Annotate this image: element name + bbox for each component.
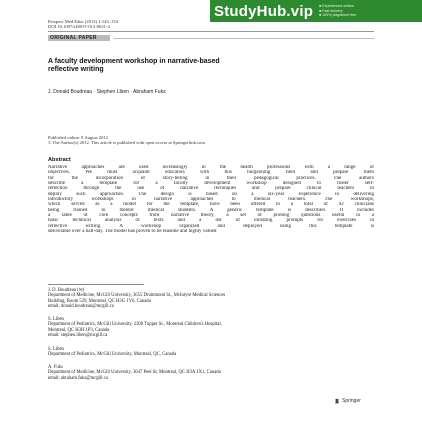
affiliation-email[interactable]: email: donald.boudreau@mcgill.ca xyxy=(48,304,114,310)
watermark-bullet: ■ Experienced writers xyxy=(319,4,356,9)
abstract-line: deliverable over a half-day. The model has proven to be feasible and highly valued xyxy=(48,229,217,235)
publication-info xyxy=(48,135,205,146)
affiliation-fuks xyxy=(48,365,374,381)
abstract-line: introductory workshops in narrative approaches to medical teachers. The workshops, xyxy=(48,197,374,203)
affiliation-line: Montreal, QC H3H 1P3, Canada xyxy=(48,327,110,333)
publisher-name: Springer xyxy=(342,398,361,404)
abstract-line: describe a template for a faculty development workshop designed to foster self- xyxy=(48,181,374,187)
abstract-line: Narrative approaches are used increasingly in the health professions with a range of xyxy=(48,165,374,170)
affiliation-liben-2 xyxy=(48,347,374,358)
journal-doi[interactable]: DOI 10.1007/s40037-012-0021-4 xyxy=(48,24,110,30)
abstract-line: which served as a model for the template, have been offered to a total of 92 clinicians xyxy=(48,202,374,208)
affiliation-line: Building, Room 529, Montreal, QC H3G 1Y6, Canada xyxy=(48,298,151,304)
journal-citation xyxy=(48,19,118,30)
license-note[interactable]: © The Author(s) 2012. This article is published with open access at Springerlink.com xyxy=(48,140,205,146)
abstract-heading: Abstract xyxy=(48,157,71,163)
header-rule xyxy=(48,31,374,32)
affiliation-author: S. Liben xyxy=(48,347,64,352)
paper-authors: J. Donald Boudreau · Stephen Liben · Abraham Fuks xyxy=(48,89,166,95)
published-date: Published online: 8 August 2012 xyxy=(48,135,108,140)
publisher-logo xyxy=(334,398,361,404)
affiliation-liben xyxy=(48,317,374,339)
abstract-line: being trained to mentor medical students. A generic template is described. It includes xyxy=(48,207,374,213)
watermark-banner[interactable] xyxy=(210,0,422,22)
watermark-bullets xyxy=(319,4,356,18)
title-line: reflective writing xyxy=(48,66,104,73)
affiliation-line: Department of Medicine, McGill University, 3655 Drummond St., McIntyre Medical Sciences xyxy=(48,293,226,299)
watermark-bullet: ■ 100% plagiarism free xyxy=(319,13,356,18)
abstract-line: basic technical analysis of texts and a list of initiating prompts for exercises in xyxy=(48,218,374,224)
footnote-rule xyxy=(48,284,144,285)
affiliation-boudreau xyxy=(48,288,374,310)
abstract-line: reflective writing. A workshop organized and deployed using this template is xyxy=(48,223,374,229)
springer-horse-icon xyxy=(334,398,340,404)
title-line: A faculty development workshop in narrative-based xyxy=(48,58,220,65)
affiliation-author: J. D. Boudreau (✉) xyxy=(48,288,85,293)
affiliation-line: Department of Medicine, McGill University, 3647 Peel St, Montreal, QC H3A 1X1, Canada xyxy=(48,370,221,376)
abstract-line: for the incorporation of story-telling in their pedagogical practices. The authors xyxy=(48,175,374,181)
affiliation-author: S. Liben xyxy=(48,317,64,322)
abstract-body xyxy=(48,165,374,234)
affiliation-line: Department of Pediatrics, McGill University, 2300 Tupper St., Montreal Children's Hospital, xyxy=(48,322,222,328)
section-tag-rule xyxy=(114,38,374,39)
affiliation-line: Department of Pediatrics, McGill University, Montreal, QC, Canada xyxy=(48,352,177,358)
journal-ref: Perspect Med Educ (2012) 1:143–154 xyxy=(48,19,118,24)
watermark-logo: StudyHub.vip xyxy=(214,2,314,20)
paper-title xyxy=(48,58,338,74)
affiliation-author: A. Fuks xyxy=(48,365,63,370)
abstract-line: objectives. We must acquaint educators with this burgeoning field and prepare them xyxy=(48,170,374,176)
abstract-line: reflection through the use of narrative techniques and prepare clinical teachers to xyxy=(48,186,374,192)
affiliation-email[interactable]: email: stephen.liben@mcgill.ca xyxy=(48,333,108,339)
affiliation-email[interactable]: email: abraham.fuks@mcgill.ca xyxy=(48,375,108,381)
abstract-line: a table of core concepts from narrative theory, a set of probing questions useful in a xyxy=(48,213,374,219)
abstract-line: deploy such approaches. The design is based on a six-year experience in delivering xyxy=(48,191,374,197)
section-tag-label: ORIGINAL PAPER xyxy=(50,35,97,41)
section-tag xyxy=(48,35,374,41)
watermark-bullet: ■ Fast delivery xyxy=(319,9,356,14)
